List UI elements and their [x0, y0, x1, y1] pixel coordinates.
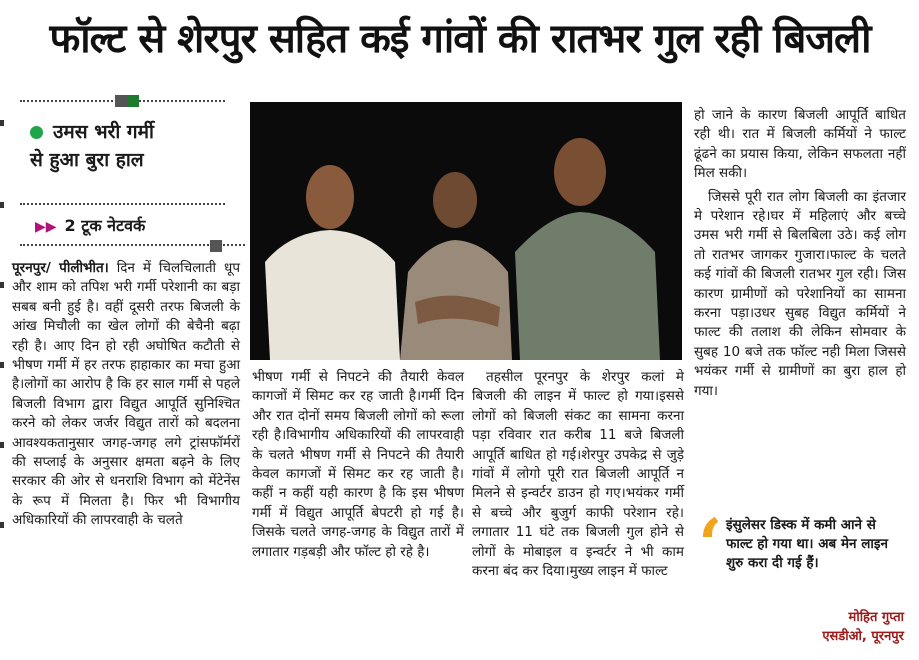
article-column-2	[252, 368, 464, 562]
margin-mark	[0, 282, 4, 288]
subhead-line-1: उमस भरी गर्मी	[53, 121, 154, 143]
margin-mark	[0, 202, 4, 208]
column-4-paragraph-2: जिससे पूरी रात लोग बिजली का इंतजार मे परेशान रहे।घर में महिलाएं और बच्चे उमस भरी गर्मी से बिलबिला उठे। कई लोग तो रातभर जागकर गुजारा।फाल्ट के चलते कई गांवों की बिजली रातभर गुल रही। जिस कारण ग्रामीणों को परेशानियों का सामना करना पड़ा।उधर सुबह विद्युत कर्मियों ने फाल्ट की तलाश की लेकिन सोमवार के सुबह 10 बजे तक फॉल्ट नही मिला जिससे भयंकर गर्मी से ग्रामीणों का बुरा हाल हो गया।	[694, 188, 906, 399]
quote-attribution	[822, 608, 904, 646]
photo-three-men-at-night	[250, 102, 682, 360]
dateline: पूरनपुर/ पीलीभीत।	[12, 260, 109, 276]
column-3-text: तहसील पूरनपुर के शेरपुर कलां मे बिजली की लाइन में फाल्ट हो गया।इससे लोगों को बिजली संकट का सामना करना पड़ा रविवार रात करीब 11 बजे बिजली आपूर्ति बाधित हो गई।शेरपुर उपकेद्र से जुड़े गांवों में लोगो पूरी रात बिजली आपूर्ति न मिलने से इन्वर्टर डाउन हो गए।भयंकर गर्मी से बच्चे और बुजुर्ग काफी परेशान रहे।लगातार 11 घंटे तक बिजली गुल होने से लोगों के मोबाइल व इन्वर्टर ने भी काम करना बंद कर दिया।मुख्य लाइन में फाल्ट	[472, 369, 684, 580]
margin-mark	[0, 120, 4, 126]
byline-text: 2 टूक नेटवर्क	[64, 216, 146, 235]
article-column-1	[12, 259, 240, 531]
double-arrow-icon: ▶▶	[35, 219, 57, 235]
divider-mid	[20, 203, 225, 205]
subhead-line-2: से हुआ बुरा हाल	[30, 149, 144, 171]
subhead	[30, 118, 240, 174]
article-column-4	[694, 106, 906, 401]
column-1-text: दिन में चिलचिलाती धूप और शाम को तपिश भरी गर्मी परेशानी का बड़ा सबब बनी हुई है। वहीं दूसरी तरफ बिजली के आंख मिचौली का खेल लोगों की बेचैनी बढ़ा रही है। आए दिन हो रही अघोषित कटौती से भीषण गर्मी में हर तरफ हाहाकार का मचा हुआ है।लोगों का आरोप है कि हर साल गर्मी से पहले बिजली विभाग द्वारा विद्युत आपूर्ति सुनिश्चित करने को लेकर जर्जर विद्युत तारों को बदलना आवश्यकतानुसार जगह-जगह लगे ट्रांसफॉर्मरों की सप्लाई के अनुसार क्षमता बढ़ने के लिए सरकार की ओर से धनराशि विभाग को मेंटेनेंस के रूप में मिलता है। फिर भी विभागीय अधिकारियों की लापरवाही के चलते	[12, 260, 240, 529]
divider-square-green	[127, 95, 139, 107]
divider-square	[210, 240, 222, 252]
divider-square	[115, 95, 127, 107]
pull-quote	[696, 503, 910, 648]
headline: फॉल्ट से शेरपुर सहित कई गांवों की रातभर गुल रही बिजली	[49, 15, 871, 62]
green-dot-icon	[30, 126, 43, 139]
margin-mark	[0, 442, 4, 448]
quote-name: मोहित गुप्ता	[848, 610, 904, 625]
column-2-text: भीषण गर्मी से निपटने की तैयारी केवल कागजों में सिमट कर रह जाती है।गर्मी दिन और रात दोनों समय बिजली लोगों को रूला रही है।विभागीय अधिकारियों की लापरवाही के चलते भीषण गर्मी से निपटने की तैयारी केवल कागजों में सिमट कर रह जाती है। कहीं न कहीं यही कारण है कि इस भीषण गर्मी में विद्युत आपूर्ति बेपटरी हो गई है।जिसके चलते जगह-जगह के विद्युत तारों में लगातार गड़बड़ी और फॉल्ट हो रहे है।	[252, 369, 464, 560]
divider-low	[20, 244, 245, 246]
column-4-paragraph-1: हो जाने के कारण बिजली आपूर्ति बाधित रही थी। रात में बिजली कर्मियों ने फाल्ट ढूंढने का प्रयास किया, लेकिन सफलता नहीं मिल सकी।	[694, 107, 906, 182]
article-column-3	[472, 368, 684, 581]
quote-text: इंसुलेसर डिस्क में कमी आने से फाल्ट हो गया था। अब मेन लाइन शुरु करा दी गई हैं।	[726, 517, 888, 571]
news-photo	[250, 102, 682, 360]
margin-mark	[0, 522, 4, 528]
divider-top	[20, 100, 225, 102]
margin-mark	[0, 362, 4, 368]
quote-mark-icon: ‘	[698, 503, 723, 586]
byline	[35, 214, 145, 236]
quote-designation: एसडीओ, पूरनपुर	[822, 629, 904, 644]
